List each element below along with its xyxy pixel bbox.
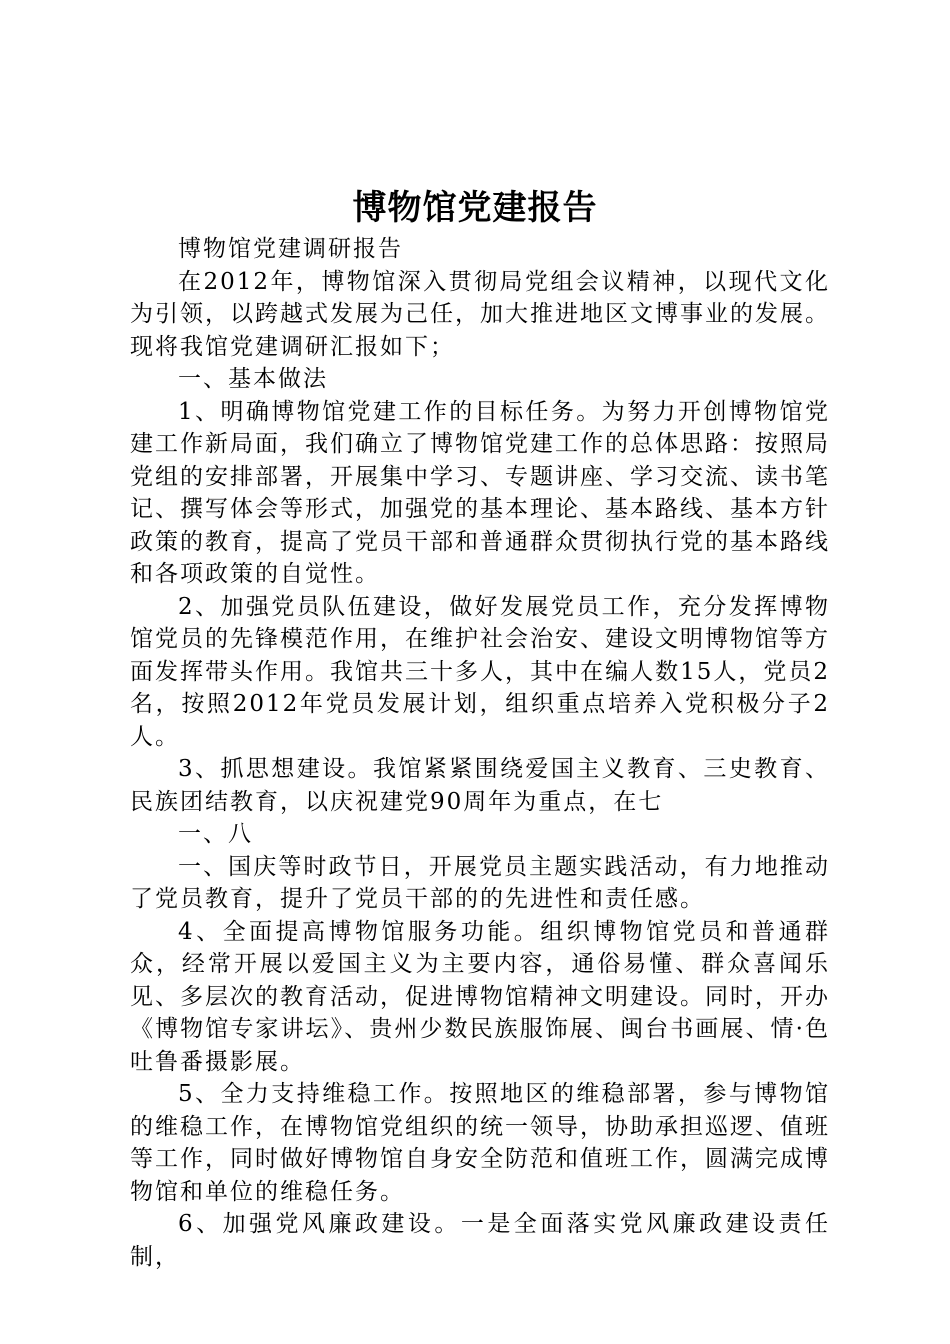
paragraph-item-5: 5、全力支持维稳工作。按照地区的维稳部署，参与博物馆的维稳工作，在博物馆党组织的统一领导，协助承担巡逻、值班等工作，同时做好博物馆自身安全防范和值班工作，圆满完成博物馆和单位的维稳任务。 <box>130 1081 830 1205</box>
paragraph-item-2: 2、加强党员队伍建设，做好发展党员工作，充分发挥博物馆党员的先锋模范作用，在维护社会治安、建设文明博物馆等方面发挥带头作用。我馆共三十多人，其中在编人数15人，党员2名，按照2012年党员发展计划，组织重点培养入党积极分子2人。 <box>130 593 830 750</box>
paragraph-item-6: 6、加强党风廉政建设。一是全面落实党风廉政建设责任制， <box>130 1211 830 1270</box>
document-body <box>130 233 830 1273</box>
section-heading-basic-practices: 一、基本做法 <box>178 366 328 392</box>
paragraph-item-1: 1、明确博物馆党建工作的目标任务。为努力开创博物馆党建工作新局面，我们确立了博物馆党建工作的总体思路：按照局党组的安排部署，开展集中学习、专题讲座、学习交流、读书笔记、撰写体会等形式，加强党的基本理论、基本路线、基本方针政策的教育，提高了党员干部和普通群众贯彻执行党的基本路线和各项政策的自觉性。 <box>130 398 830 587</box>
paragraph-item-4: 4、全面提高博物馆服务功能。组织博物馆党员和普通群众，经常开展以爱国主义为主要内容，通俗易懂、群众喜闻乐见、多层次的教育活动，促进博物馆精神文明建设。同时，开办《博物馆专家讲坛》、贵州少数民族服饰展、闽台书画展、情·色吐鲁番摄影展。 <box>130 918 830 1075</box>
paragraph-subtitle: 博物馆党建调研报告 <box>178 236 403 262</box>
document-title: 博物馆党建报告 <box>352 188 598 228</box>
paragraph-item-3: 3、抓思想建设。我馆紧紧围绕爱国主义教育、三史教育、民族团结教育，以庆祝建党90周年为重点，在七 <box>130 756 830 815</box>
paragraph-item-3-continued: 一、国庆等时政节日，开展党员主题实践活动，有力地推动了党员教育，提升了党员干部的的先进性和责任感。 <box>130 853 830 912</box>
paragraph-fragment: 一、八 <box>178 821 253 847</box>
paragraph-intro: 在2012年，博物馆深入贯彻局党组会议精神，以现代文化为引领，以跨越式发展为己任，加大推进地区文博事业的发展。现将我馆党建调研汇报如下； <box>130 268 830 360</box>
